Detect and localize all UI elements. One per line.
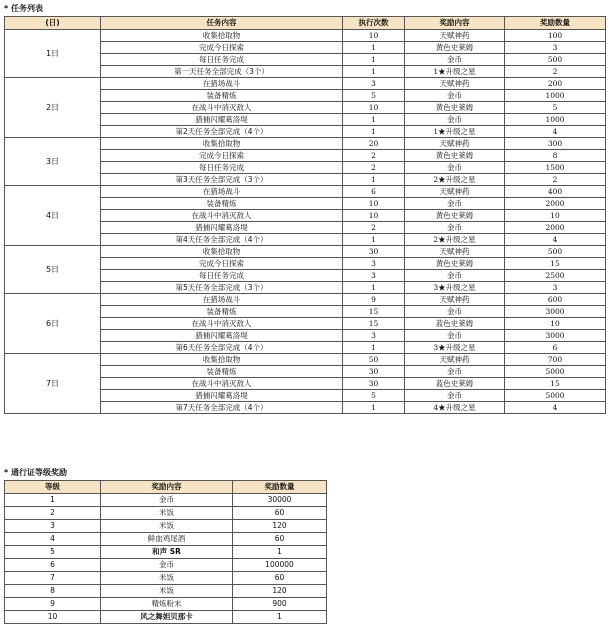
reward-cell: 2★升级之星 [405, 234, 505, 246]
reward-cell: 金币 [405, 222, 505, 234]
task-content-cell: 第一天任务全部完成（3个） [101, 66, 343, 78]
reward-cell: 1★升级之星 [405, 126, 505, 138]
reward-cell: 金币 [405, 198, 505, 210]
task-content-cell: 每日任务完成 [101, 54, 343, 66]
pass-row [5, 559, 327, 572]
task-content-cell: 在战斗中消灭敌人 [101, 210, 343, 222]
task-content-cell: 在猎场战斗 [101, 186, 343, 198]
reward-cell: 金币 [405, 390, 505, 402]
amount-cell: 2 [505, 66, 606, 78]
task-content-cell: 收集拾取物 [101, 30, 343, 42]
amount-cell: 15 [505, 378, 606, 390]
count-cell: 1 [343, 126, 405, 138]
amount-cell: 100 [505, 30, 606, 42]
reward-cell: 3★升级之星 [405, 342, 505, 354]
pass-amount-cell: 30000 [233, 494, 327, 507]
amount-cell: 300 [505, 138, 606, 150]
task-row [5, 78, 606, 90]
count-cell: 9 [343, 294, 405, 306]
count-cell: 30 [343, 246, 405, 258]
pass-amount-cell: 60 [233, 572, 327, 585]
count-cell: 20 [343, 138, 405, 150]
task-content-cell: 收集拾取物 [101, 354, 343, 366]
level-cell: 7 [5, 572, 101, 585]
header-level: 等级 [5, 481, 101, 494]
amount-cell: 500 [505, 246, 606, 258]
count-cell: 2 [343, 222, 405, 234]
amount-cell: 200 [505, 78, 606, 90]
amount-cell: 3 [505, 42, 606, 54]
amount-cell: 4 [505, 402, 606, 414]
task-row [5, 294, 606, 306]
amount-cell: 1000 [505, 114, 606, 126]
reward-cell: 黄色史莱姆 [405, 150, 505, 162]
amount-cell: 6 [505, 342, 606, 354]
task-content-cell: 在战斗中消灭敌人 [101, 102, 343, 114]
amount-cell: 5000 [505, 390, 606, 402]
header-amount: 奖励数量 [505, 17, 606, 30]
amount-cell: 8 [505, 150, 606, 162]
task-section-title: * 任务列表 [4, 4, 43, 13]
level-cell: 9 [5, 598, 101, 611]
task-content-cell: 完成今日探索 [101, 42, 343, 54]
reward-cell: 金币 [405, 90, 505, 102]
header-count: 执行次数 [343, 17, 405, 30]
reward-cell: 金币 [405, 306, 505, 318]
amount-cell: 1000 [505, 90, 606, 102]
task-content-cell: 在战斗中消灭敌人 [101, 378, 343, 390]
reward-cell: 3★升级之星 [405, 282, 505, 294]
count-cell: 15 [343, 306, 405, 318]
reward-cell: 天赋神药 [405, 78, 505, 90]
pass-reward-table [4, 480, 327, 624]
count-cell: 3 [343, 258, 405, 270]
amount-cell: 5 [505, 102, 606, 114]
count-cell: 1 [343, 42, 405, 54]
pass-reward-cell: 和声 SR [101, 546, 233, 559]
count-cell: 10 [343, 198, 405, 210]
amount-cell: 10 [505, 318, 606, 330]
header-task-content: 任务内容 [101, 17, 343, 30]
pass-reward-cell: 金币 [101, 494, 233, 507]
task-content-cell: 装备精炼 [101, 198, 343, 210]
task-content-cell: 第7天任务全部完成（4个） [101, 402, 343, 414]
level-cell: 8 [5, 585, 101, 598]
pass-amount-cell: 120 [233, 520, 327, 533]
task-content-cell: 猎捕闪耀葛洛堤 [101, 330, 343, 342]
task-content-cell: 完成今日探索 [101, 258, 343, 270]
count-cell: 1 [343, 66, 405, 78]
task-content-cell: 装备精炼 [101, 306, 343, 318]
reward-cell: 天赋神药 [405, 30, 505, 42]
pass-row [5, 507, 327, 520]
count-cell: 10 [343, 210, 405, 222]
day-label: 7日 [5, 354, 101, 414]
reward-cell: 天赋神药 [405, 138, 505, 150]
count-cell: 3 [343, 270, 405, 282]
level-cell: 4 [5, 533, 101, 546]
level-cell: 10 [5, 611, 101, 624]
reward-cell: 蓝色史莱姆 [405, 318, 505, 330]
amount-cell: 1500 [505, 162, 606, 174]
task-row [5, 138, 606, 150]
pass-reward-cell: 风之舞妲贝那卡 [101, 611, 233, 624]
count-cell: 2 [343, 150, 405, 162]
pass-amount-cell: 1 [233, 546, 327, 559]
pass-row [5, 611, 327, 624]
count-cell: 15 [343, 318, 405, 330]
reward-cell: 1★升级之星 [405, 66, 505, 78]
amount-cell: 10 [505, 210, 606, 222]
reward-cell: 金币 [405, 54, 505, 66]
level-cell: 3 [5, 520, 101, 533]
count-cell: 1 [343, 402, 405, 414]
count-cell: 3 [343, 78, 405, 90]
task-content-cell: 收集拾取物 [101, 138, 343, 150]
task-row [5, 186, 606, 198]
pass-amount-cell: 1 [233, 611, 327, 624]
pass-row [5, 572, 327, 585]
reward-cell: 4★升级之星 [405, 402, 505, 414]
task-table-header [5, 17, 606, 30]
amount-cell: 2 [505, 174, 606, 186]
pass-reward-cell: 米饭 [101, 572, 233, 585]
pass-row [5, 520, 327, 533]
task-row [5, 246, 606, 258]
task-content-cell: 第2天任务全部完成（4个） [101, 126, 343, 138]
amount-cell: 5000 [505, 366, 606, 378]
reward-cell: 黄色史莱姆 [405, 102, 505, 114]
count-cell: 30 [343, 378, 405, 390]
task-content-cell: 第3天任务全部完成（3个） [101, 174, 343, 186]
day-label: 2日 [5, 78, 101, 138]
count-cell: 5 [343, 90, 405, 102]
count-cell: 6 [343, 186, 405, 198]
reward-cell: 金币 [405, 162, 505, 174]
count-cell: 3 [343, 330, 405, 342]
level-cell: 5 [5, 546, 101, 559]
task-content-cell: 第6天任务全部完成（4个） [101, 342, 343, 354]
count-cell: 2 [343, 162, 405, 174]
amount-cell: 2500 [505, 270, 606, 282]
day-label: 1日 [5, 30, 101, 78]
amount-cell: 4 [505, 234, 606, 246]
task-content-cell: 在战斗中消灭敌人 [101, 318, 343, 330]
count-cell: 10 [343, 30, 405, 42]
reward-cell: 黄色史莱姆 [405, 42, 505, 54]
pass-section-title: * 通行证等级奖励 [4, 468, 67, 477]
pass-row [5, 585, 327, 598]
pass-reward-cell: 米饭 [101, 585, 233, 598]
count-cell: 1 [343, 282, 405, 294]
task-content-cell: 在猎场战斗 [101, 78, 343, 90]
task-content-cell: 收集拾取物 [101, 246, 343, 258]
pass-table-header [5, 481, 327, 494]
reward-cell: 黄色史莱姆 [405, 210, 505, 222]
amount-cell: 15 [505, 258, 606, 270]
reward-cell: 金币 [405, 366, 505, 378]
amount-cell: 500 [505, 54, 606, 66]
count-cell: 10 [343, 102, 405, 114]
count-cell: 1 [343, 54, 405, 66]
pass-row [5, 598, 327, 611]
task-row [5, 354, 606, 366]
pass-reward-cell: 鲜血鸡尾酒 [101, 533, 233, 546]
header-pass-reward: 奖励内容 [101, 481, 233, 494]
amount-cell: 4 [505, 126, 606, 138]
count-cell: 50 [343, 354, 405, 366]
reward-cell: 金币 [405, 270, 505, 282]
pass-row [5, 494, 327, 507]
day-label: 6日 [5, 294, 101, 354]
amount-cell: 3 [505, 282, 606, 294]
amount-cell: 3000 [505, 306, 606, 318]
header-pass-amount: 奖励数量 [233, 481, 327, 494]
pass-row [5, 546, 327, 559]
task-content-cell: 第5天任务全部完成（3个） [101, 282, 343, 294]
reward-cell: 天赋神药 [405, 354, 505, 366]
count-cell: 1 [343, 342, 405, 354]
pass-amount-cell: 120 [233, 585, 327, 598]
count-cell: 1 [343, 114, 405, 126]
level-cell: 6 [5, 559, 101, 572]
amount-cell: 2000 [505, 198, 606, 210]
task-content-cell: 装备精炼 [101, 366, 343, 378]
task-content-cell: 每日任务完成 [101, 270, 343, 282]
pass-amount-cell: 60 [233, 507, 327, 520]
reward-cell: 金币 [405, 330, 505, 342]
pass-reward-cell: 米饭 [101, 520, 233, 533]
task-content-cell: 猎捕闪耀葛洛堤 [101, 222, 343, 234]
pass-amount-cell: 60 [233, 533, 327, 546]
task-table [4, 16, 606, 414]
pass-amount-cell: 900 [233, 598, 327, 611]
count-cell: 5 [343, 390, 405, 402]
reward-cell: 2★升级之星 [405, 174, 505, 186]
level-cell: 2 [5, 507, 101, 520]
count-cell: 1 [343, 234, 405, 246]
header-reward: 奖励内容 [405, 17, 505, 30]
day-label: 3日 [5, 138, 101, 186]
reward-cell: 天赋神药 [405, 246, 505, 258]
task-content-cell: 猎捕闪耀葛洛堤 [101, 114, 343, 126]
amount-cell: 3000 [505, 330, 606, 342]
reward-cell: 黄色史莱姆 [405, 258, 505, 270]
level-cell: 1 [5, 494, 101, 507]
reward-cell: 蓝色史莱姆 [405, 378, 505, 390]
task-content-cell: 猎捕闪耀葛洛堤 [101, 390, 343, 402]
count-cell: 30 [343, 366, 405, 378]
header-day: (日) [5, 17, 101, 30]
pass-row [5, 533, 327, 546]
task-content-cell: 第4天任务全部完成（4个） [101, 234, 343, 246]
amount-cell: 400 [505, 186, 606, 198]
reward-cell: 天赋神药 [405, 294, 505, 306]
pass-reward-cell: 精炼粉末 [101, 598, 233, 611]
day-label: 4日 [5, 186, 101, 246]
task-content-cell: 装备精炼 [101, 90, 343, 102]
reward-cell: 金币 [405, 114, 505, 126]
task-content-cell: 每日任务完成 [101, 162, 343, 174]
task-content-cell: 在猎场战斗 [101, 294, 343, 306]
day-label: 5日 [5, 246, 101, 294]
pass-reward-cell: 金币 [101, 559, 233, 572]
task-content-cell: 完成今日探索 [101, 150, 343, 162]
pass-reward-cell: 米饭 [101, 507, 233, 520]
count-cell: 1 [343, 174, 405, 186]
reward-cell: 天赋神药 [405, 186, 505, 198]
amount-cell: 600 [505, 294, 606, 306]
pass-amount-cell: 100000 [233, 559, 327, 572]
amount-cell: 700 [505, 354, 606, 366]
amount-cell: 2000 [505, 222, 606, 234]
task-row [5, 30, 606, 42]
